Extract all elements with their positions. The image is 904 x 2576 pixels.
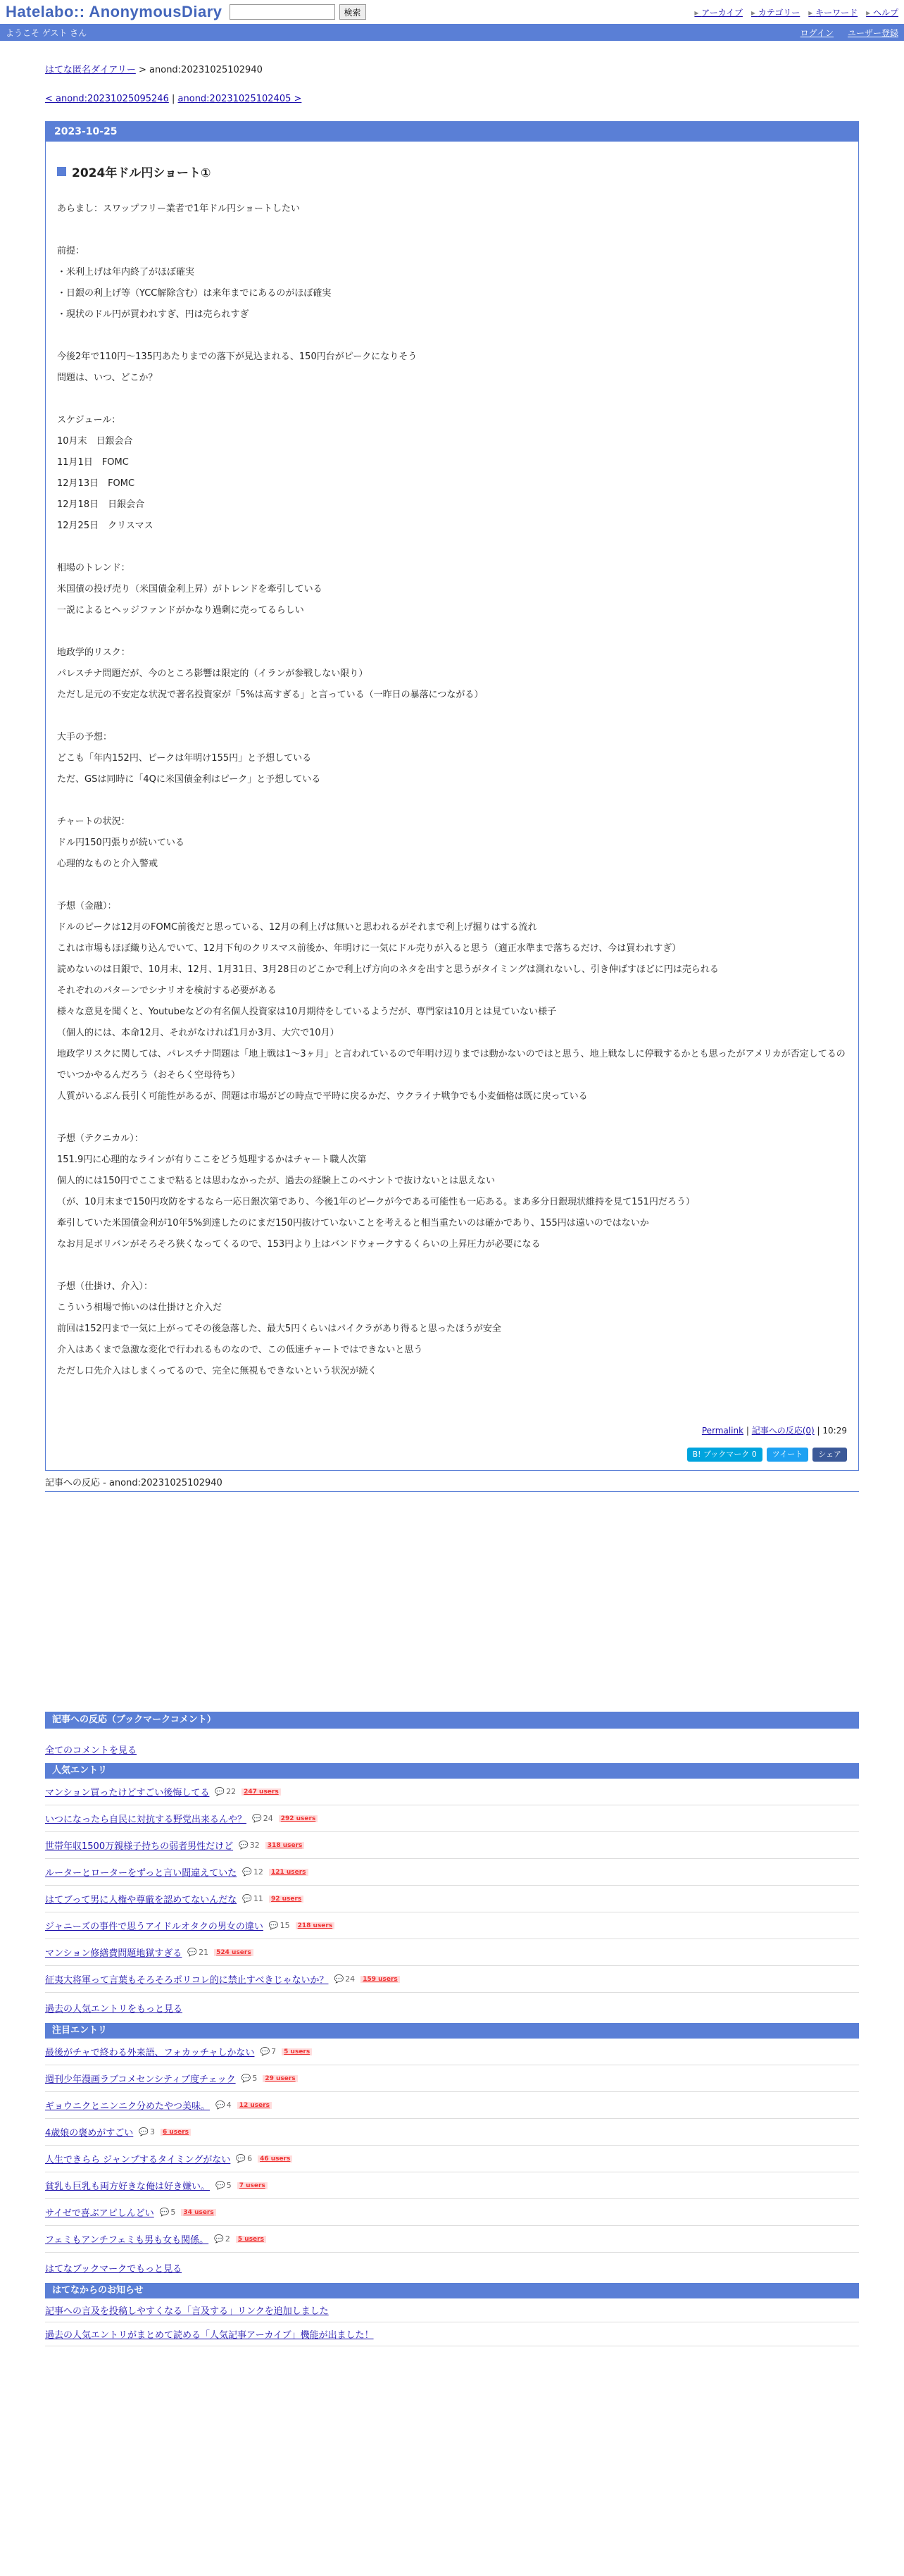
- entry-line: 読めないのは日銀で、10月末、12月、1月31日、3月28日のどこかで利上げ方向のネタを出すと思うがタイミングは測れないし、引き伸ばすほどに円は売られる: [57, 964, 719, 975]
- comment-count: 💬 22: [215, 1787, 236, 1796]
- list-item: [45, 1939, 859, 1966]
- list-item: [45, 2065, 859, 2092]
- users-badge[interactable]: 12 users: [237, 2102, 272, 2109]
- entry-line: ドルのピークは12月のFOMC前後だと思っている、12月の利上げは無いと思われるがそれまで利上げ掘りはする流れ: [57, 922, 537, 933]
- nav-archive[interactable]: ▸ アーカイブ: [694, 6, 743, 18]
- comment-count: 💬 6: [236, 2154, 252, 2163]
- entry-line: 予想（テクニカル）：: [57, 1133, 144, 1144]
- entry-line: 今後2年で110円〜135円あたりまでの落下が見込まれる、150円台がピークになりそう: [57, 351, 418, 362]
- entry-time: 10:29: [822, 1426, 847, 1436]
- entry-line: 様々な意見を聞くと、Youtubeなどの有名個人投資家は10月期待をしているようだが、専門家は10月とは見ていない様子: [57, 1007, 557, 1017]
- comment-count: 💬 24: [252, 1814, 273, 1823]
- users-badge[interactable]: 92 users: [269, 1896, 303, 1903]
- entry-line: 予想（仕掛け、介入）：: [57, 1281, 153, 1292]
- users-badge[interactable]: 218 users: [296, 1922, 335, 1929]
- users-badge[interactable]: 318 users: [265, 1842, 305, 1849]
- comment-count: 💬 5: [241, 2074, 258, 2083]
- entry-link[interactable]: フェミもアンチフェミも男も女も関係。: [45, 2235, 209, 2246]
- comment-count: 💬 2: [214, 2234, 230, 2244]
- entry-link[interactable]: 征夷大将軍って言葉もそろそろポリコレ的に禁止すべきじゃないか？: [45, 1975, 329, 1986]
- list-item: [45, 2146, 859, 2172]
- entry-line: 大手の予想：: [57, 732, 113, 742]
- users-badge[interactable]: 34 users: [181, 2209, 215, 2216]
- entry-line: [57, 790, 847, 811]
- notice-link[interactable]: 過去の人気エントリがまとめて読める「人気記事アーカイブ」機能が出ました！: [45, 2330, 374, 2341]
- users-badge[interactable]: 121 users: [269, 1869, 308, 1876]
- entry-link[interactable]: 4歳娘の褒めがすごい: [45, 2128, 134, 2139]
- entry-line: チャートの状況：: [57, 816, 130, 827]
- entry-line: あらまし：スワップフリー業者で1年ドル円ショートしたい: [57, 204, 300, 214]
- list-item: [45, 2226, 859, 2253]
- list-item: [45, 2119, 859, 2146]
- entry-link[interactable]: マンション修繕費問題地獄すぎる: [45, 1948, 182, 1959]
- users-badge[interactable]: 524 users: [214, 1949, 253, 1956]
- notice-head: はてなからのお知らせ: [45, 2283, 859, 2298]
- reactions-link[interactable]: 記事への反応(0): [751, 1426, 815, 1436]
- list-item: [45, 2092, 859, 2119]
- list-item: [45, 1832, 859, 1859]
- list-item: [45, 2172, 859, 2199]
- entry-line: こういう相場で怖いのは仕掛けと介入だ: [57, 1302, 222, 1313]
- entry-title-text[interactable]: 2024年ドル円ショート①: [72, 166, 211, 180]
- entry-line: ・現状のドル円が買われすぎ、円は売られすぎ: [57, 309, 249, 320]
- list-item: [45, 1779, 859, 1805]
- entry-link[interactable]: ジャニーズの事件で思うアイドルオタクの男女の違い: [45, 1922, 263, 1932]
- users-badge[interactable]: 6 users: [161, 2129, 191, 2136]
- entry-line: [57, 537, 847, 558]
- entry-link[interactable]: 週刊少年漫画ラブコメセンシティブ度チェック: [45, 2074, 236, 2085]
- entry-link[interactable]: 人生できらら ジャンプするタイミングがない: [45, 2155, 231, 2165]
- entry-line: [57, 220, 847, 241]
- entry-line: 人質がいるぶん長引く可能性があるが、問題は市場がどの時点で平時に戻るかだ、ウクライナ戦争でも小麦価格は既に戻っている: [57, 1091, 588, 1102]
- entry-line: 151.9円に心理的なラインが有りここをどう処理するかはチャート職人次第: [57, 1155, 367, 1165]
- notice-list: [45, 2298, 859, 2346]
- top-bar: [0, 0, 904, 24]
- nav-keyword[interactable]: ▸ キーワード: [808, 6, 858, 18]
- ad-space: [45, 1492, 859, 1703]
- entry-line: それぞれのパターンでシナリオを検討する必要がある: [57, 985, 277, 996]
- users-badge[interactable]: 247 users: [241, 1788, 281, 1796]
- entry-line: ドル円150円張りが続いている: [57, 838, 184, 848]
- entry-line: パレスチナ問題だが、今のところ影響は限定的（イランが参戦しない限り）: [57, 668, 368, 679]
- entry-link[interactable]: マンション買ったけどすごい後悔してる: [45, 1788, 210, 1798]
- notice-link[interactable]: 記事への言及を投稿しやすくなる「言及する」リンクを追加しました: [45, 2306, 329, 2317]
- all-comments-link[interactable]: 全てのコメントを見る: [45, 1746, 137, 1756]
- entry-line: 12月13日 FOMC: [57, 478, 135, 489]
- entry-line: どこも「年内152円、ピークは年明け155円」と予想している: [57, 753, 312, 764]
- entry-link[interactable]: サイゼで喜ぶアピしんどい: [45, 2208, 154, 2219]
- entry-line: 10月末 日銀会合: [57, 436, 133, 447]
- popular-list: [45, 1779, 859, 1993]
- entry-title: [57, 163, 847, 180]
- entry-link[interactable]: ギョウニクとニンニク分めたやつ美味。: [45, 2101, 211, 2112]
- notice-item: [45, 2298, 859, 2322]
- comment-count: 💬 11: [242, 1894, 263, 1903]
- list-item: [45, 2199, 859, 2226]
- entry-text: [57, 199, 847, 1382]
- title-square-icon: [57, 167, 66, 176]
- noted-entries-head: 注目エントリ: [45, 2023, 859, 2039]
- share-buttons: [57, 1448, 847, 1462]
- entry-line: [57, 621, 847, 642]
- breadcrumb-sep: >: [138, 65, 146, 75]
- users-badge[interactable]: 7 users: [237, 2182, 268, 2189]
- entry-date: 2023-10-25: [46, 122, 858, 142]
- entry-line: [57, 325, 847, 347]
- comment-count: 💬 12: [242, 1867, 263, 1877]
- users-badge[interactable]: 46 users: [258, 2155, 292, 2163]
- entry-link[interactable]: ルーターとローターをずっと言い間違えていた: [45, 1868, 237, 1879]
- breadcrumb-current: anond:20231025102940: [149, 65, 263, 75]
- entry-footer: Permalink | 記事への反応(0) | 10:29: [701, 1426, 847, 1436]
- entry-line: 個人的には150円でここまで粘るとは思わなかったが、過去の経験上このペナントで抜けないとは思えない: [57, 1176, 496, 1186]
- entry-line: 12月25日 クリスマス: [57, 521, 153, 531]
- entry-line: [57, 1255, 847, 1276]
- breadcrumb-home[interactable]: はてな匿名ダイアリー: [45, 65, 136, 75]
- entry-line: スケジュール：: [57, 415, 121, 425]
- next-entry-link[interactable]: anond:20231025102405 >: [177, 94, 302, 104]
- entry-line: [57, 389, 847, 410]
- comment-count: 💬 24: [334, 1974, 355, 1984]
- user-bar: [0, 24, 904, 41]
- search-button[interactable]: 検索: [339, 4, 366, 20]
- entry-line: 地政学的リスク：: [57, 647, 130, 658]
- entry-line: [57, 875, 847, 896]
- entry-line: ・米利上げは年内終了がほぼ確実: [57, 267, 195, 278]
- entry-link[interactable]: 世帯年収1500万親様子持ちの弱者男性だけど: [45, 1841, 234, 1852]
- users-badge[interactable]: 29 users: [263, 2075, 297, 2082]
- nav-category[interactable]: ▸ カテゴリー: [751, 6, 800, 18]
- entry-line: 前提：: [57, 246, 85, 256]
- entry-line: 相場のトレンド：: [57, 563, 130, 573]
- top-nav: [694, 6, 898, 18]
- comment-count: 💬 5: [160, 2208, 176, 2217]
- search-input[interactable]: [230, 4, 335, 20]
- login-link[interactable]: ログイン: [800, 27, 834, 38]
- entry-line: 12月18日 日銀会合: [57, 499, 145, 510]
- entry-link[interactable]: 貧乳も巨乳も両方好きな俺は好き嫌い。: [45, 2182, 211, 2192]
- entry-line: ・日銀の利上げ等（YCC解除含む）は来年までにあるのがほぼ確実: [57, 288, 332, 299]
- comment-count: 💬 15: [269, 1921, 290, 1930]
- tweet-button[interactable]: ツイート: [767, 1448, 808, 1462]
- hatena-bookmark-button[interactable]: B! ブックマーク 0: [687, 1448, 762, 1462]
- bookmark-comments-head: 記事への反応（ブックマークコメント）: [45, 1712, 859, 1729]
- entry-line: 問題は、いつ、どこか？: [57, 373, 158, 383]
- entry-line: 前回は152円まで一気に上がってその後急落した、最大5円くらいはパイクラがあり得ると思ったほうが安全: [57, 1324, 501, 1334]
- entry-line: （が、10月末まで150円攻防をするなら一応日銀次第であり、今後1年のピークが今である可能性も一応ある。まあ多分日銀現状維持を見て151円だろう）: [57, 1197, 695, 1207]
- site-logo[interactable]: Hatelabo:: AnonymousDiary: [6, 3, 222, 20]
- comment-count: 💬 7: [260, 2047, 276, 2056]
- entry-line: ただし口先介入はしまくってるので、完全に無視もできないという状況が続く: [57, 1366, 377, 1376]
- entry-line: なお月足ボリバンがそろそろ狭くなってくるので、153円より上はバンドウォークするくらいの上昇圧力が必要になる: [57, 1239, 541, 1250]
- entry-line: 地政学リスクに関しては、パレスチナ問題は「地上戦は1〜3ヶ月」と言われているので年明け辺りまでは動かないのではと思う、地上戦なしに停戦するかとも思ったがアメリカが否定してるのでいつかやるんだろう（おそらく空母待ち）: [57, 1049, 846, 1081]
- list-item: [45, 1912, 859, 1939]
- comment-count: 💬 5: [215, 2181, 232, 2190]
- comment-count: 💬 3: [139, 2127, 155, 2136]
- entry-link[interactable]: はてブって男に人権や尊厳を認めてないんだな: [45, 1895, 237, 1905]
- entry-line: 予想（金融）：: [57, 901, 117, 911]
- list-item: [45, 1859, 859, 1886]
- entry-line: [57, 1107, 847, 1128]
- facebook-share-button[interactable]: シェア: [812, 1448, 847, 1462]
- entry-line: （個人的には、本命12月、それがなければ1月か3月、大穴で10月）: [57, 1028, 339, 1038]
- list-item: [45, 2039, 859, 2065]
- breadcrumb: [45, 62, 859, 75]
- popular-more-link[interactable]: 過去の人気エントリをもっと見る: [45, 2004, 183, 2015]
- entry-line: これは市場もほぼ織り込んでいて、12月下旬のクリスマス前後か、年明けに一気にドル売りが入ると思う（適正水準まで落ちるだけ、今は買われすぎ）: [57, 943, 682, 954]
- comment-count: 💬 32: [239, 1841, 260, 1850]
- noted-list: [45, 2039, 859, 2253]
- pager-sep: |: [172, 94, 175, 104]
- entry-line: 介入はあくまで急激な変化で行われるものなので、この低速チャートではできないと思う: [57, 1345, 423, 1355]
- entry-line: ただ、GSは同時に「4Qに米国債金利はピーク」と予想している: [57, 774, 321, 785]
- list-item: [45, 1966, 859, 1993]
- reaction-label: 記事への反応 - anond:20231025102940: [45, 1475, 859, 1492]
- entry-pager: [45, 94, 859, 104]
- welcome-text: ようこそ ゲスト さん: [6, 27, 87, 38]
- entry-line: 11月1日 FOMC: [57, 457, 129, 468]
- entry-line: [57, 706, 847, 727]
- users-badge[interactable]: 159 users: [360, 1976, 400, 1983]
- entry-line: 米国債の投げ売り（米国債金利上昇）がトレンドを牽引している: [57, 584, 322, 595]
- entry-line: 一説によるとヘッジファンドがかなり過剰に売ってるらしい: [57, 605, 304, 616]
- notice-item: [45, 2322, 859, 2346]
- entry-line: 心理的なものと介入警戒: [57, 859, 158, 869]
- list-item: [45, 1886, 859, 1912]
- prev-entry-link[interactable]: < anond:20231025095246: [45, 94, 169, 104]
- comment-count: 💬 4: [215, 2101, 232, 2110]
- entry-line: 牽引していた米国債金利が10年5%到達したのにまだ150円抜けていないことを考えると相当重たいのは確かであり、155円は遠いのではないか: [57, 1218, 649, 1228]
- register-link[interactable]: ユーザー登録: [847, 27, 898, 38]
- comment-count: 💬 21: [187, 1948, 208, 1957]
- permalink[interactable]: Permalink: [701, 1426, 744, 1436]
- popular-entries-head: 人気エントリ: [45, 1763, 859, 1779]
- users-badge[interactable]: 5 users: [282, 2048, 312, 2055]
- list-item: [45, 1805, 859, 1832]
- entry-link[interactable]: 最後がチャで終わる外来語、フォカッチャしかない: [45, 2048, 255, 2058]
- users-badge[interactable]: 292 users: [279, 1815, 318, 1822]
- nav-help[interactable]: ▸ ヘルプ: [866, 6, 898, 18]
- noted-more-link[interactable]: はてなブックマークでもっと見る: [45, 2264, 182, 2275]
- entry-link[interactable]: いつになったら自民に対抗する野党出来るんや？: [45, 1815, 247, 1825]
- entry-line: ただし足元の不安定な状況で著名投資家が「5%は高すぎる」と言っている（一昨日の暴落につながる）: [57, 690, 484, 700]
- users-badge[interactable]: 5 users: [236, 2236, 266, 2243]
- entry: [45, 121, 859, 1471]
